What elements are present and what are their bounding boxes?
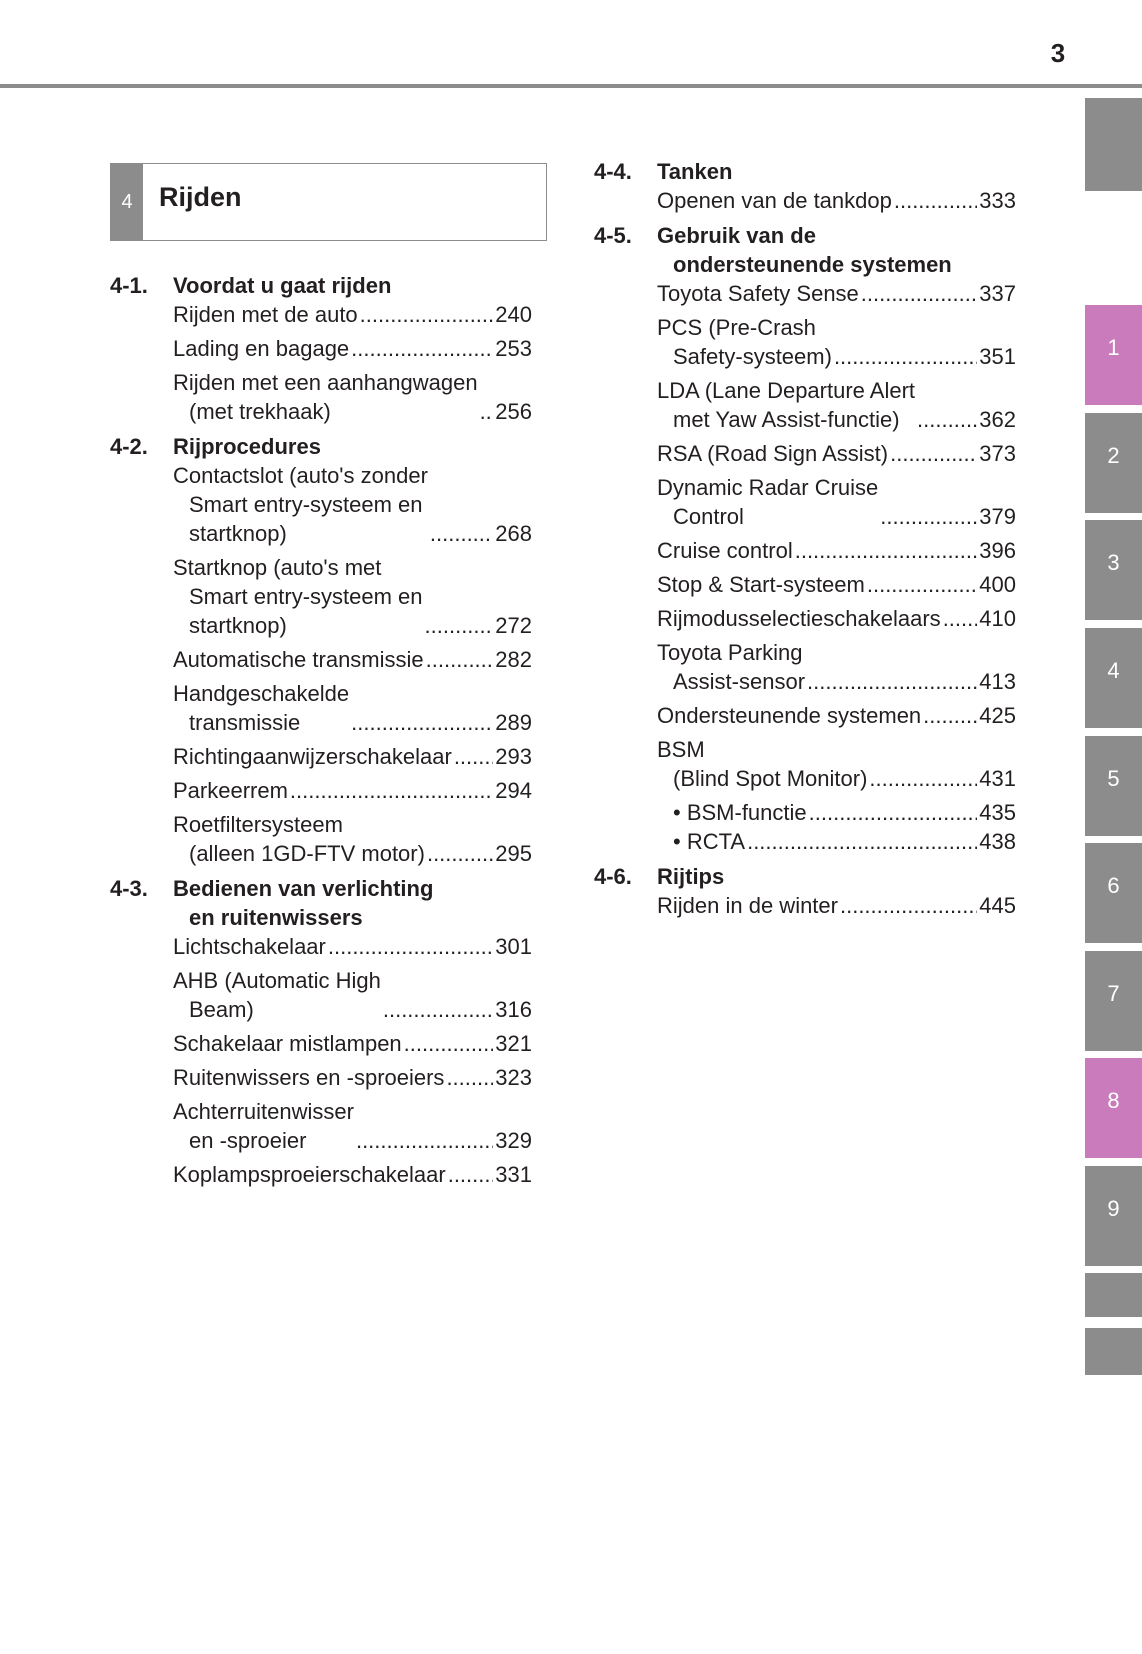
entry-title: AHB (Automatic High Beam) [173, 968, 381, 1022]
dot-leader [923, 701, 977, 730]
dot-leader [351, 334, 493, 363]
chapter-tab-9[interactable]: 9 [1085, 1166, 1142, 1266]
dot-leader [425, 611, 494, 640]
entry-title: Rijden met een aanhangwagen (met trekhaak) [173, 370, 478, 424]
toc-entry[interactable] [173, 1029, 532, 1058]
dot-leader [747, 827, 977, 856]
entry-page-number: 289 [495, 710, 532, 735]
entry-title: Handgeschakelde transmissie [173, 681, 350, 735]
entry-page-number: 333 [979, 188, 1016, 213]
section-title[interactable]: Voordat u gaat rijden [173, 273, 392, 298]
chapter-number: 4 [111, 164, 143, 240]
entry-page-number: 331 [495, 1162, 532, 1187]
dot-leader [795, 536, 978, 565]
entry-page-number: 301 [495, 934, 532, 959]
entry-page-number: 445 [979, 893, 1016, 918]
toc-entry[interactable] [173, 932, 532, 961]
section-number: 4-3. [110, 876, 148, 901]
entry-page-number: 351 [979, 344, 1016, 369]
dot-leader [809, 798, 978, 827]
toc-entry[interactable] [657, 313, 1016, 371]
entry-title: Parkeerrem [173, 778, 288, 803]
entry-page-number: 294 [495, 778, 532, 803]
toc-entry[interactable] [173, 645, 532, 674]
entry-title: LDA (Lane Departure Alert met Yaw Assist-functie) [657, 378, 916, 432]
dot-leader [917, 405, 977, 434]
dot-leader [430, 519, 493, 548]
toc-entry[interactable] [173, 966, 532, 1024]
dot-leader [356, 1126, 493, 1155]
dot-leader [351, 708, 493, 737]
entry-page-number: 396 [979, 538, 1016, 563]
toc-entry[interactable] [173, 776, 532, 805]
entry-page-number: 253 [495, 336, 532, 361]
entry-page-number: 268 [495, 521, 532, 546]
toc-entry[interactable] [657, 604, 1016, 633]
toc-column-left [110, 271, 532, 1195]
entry-page-number: 400 [979, 572, 1016, 597]
toc-entry[interactable] [657, 798, 1016, 827]
entry-title: Richtingaanwijzerschakelaar [173, 744, 452, 769]
entry-page-number: 362 [979, 407, 1016, 432]
page-number: 3 [1050, 38, 1066, 68]
entry-page-number: 329 [495, 1128, 532, 1153]
toc-entry[interactable] [173, 810, 532, 868]
chapter-tab-2[interactable]: 2 [1085, 413, 1142, 513]
entry-page-number: 337 [979, 281, 1016, 306]
entry-title: PCS (Pre-Crash Safety-systeem) [657, 315, 832, 369]
entry-page-number: 410 [979, 606, 1016, 631]
entry-page-number: 425 [979, 703, 1016, 728]
dot-leader [890, 439, 977, 468]
entry-page-number: 323 [495, 1065, 532, 1090]
dot-leader [480, 397, 494, 426]
entry-title: Toyota Parking Assist-sensor [657, 640, 806, 694]
toc-entry[interactable] [173, 553, 532, 640]
chapter-tab-1[interactable]: 1 [1085, 305, 1142, 405]
toc-entry[interactable] [173, 679, 532, 737]
dot-leader [861, 279, 977, 308]
entry-page-number: 413 [979, 669, 1016, 694]
entry-title: • BSM-functie [673, 800, 807, 825]
toc-entry[interactable] [657, 735, 1016, 793]
dot-leader [426, 645, 494, 674]
toc-section [594, 862, 1016, 920]
toc-entry[interactable] [173, 368, 532, 426]
entry-page-number: 373 [979, 441, 1016, 466]
toc-entry[interactable] [657, 376, 1016, 434]
toc-section [594, 157, 1016, 215]
entry-page-number: 321 [495, 1031, 532, 1056]
entry-page-number: 316 [495, 997, 532, 1022]
toc-entry[interactable] [657, 638, 1016, 696]
toc-entry[interactable] [657, 891, 1016, 920]
toc-entry[interactable] [173, 334, 532, 363]
entry-title: Rijden met de auto [173, 302, 358, 327]
dot-leader [834, 342, 977, 371]
dot-leader [943, 604, 978, 633]
toc-entry[interactable] [173, 300, 532, 329]
toc-entry[interactable] [173, 1097, 532, 1155]
entry-title: Koplampsproeierschakelaar [173, 1162, 446, 1187]
dot-leader [328, 932, 493, 961]
dot-leader [427, 839, 493, 868]
section-title[interactable]: Gebruik van de ondersteunende systemen [657, 223, 952, 277]
toc-section [110, 874, 532, 1189]
entry-page-number: 282 [495, 647, 532, 672]
entry-title: Toyota Safety Sense [657, 281, 859, 306]
section-number: 4-6. [594, 864, 632, 889]
toc-entry[interactable] [657, 279, 1016, 308]
chapter-tab-4[interactable]: 4 [1085, 628, 1142, 728]
chapter-tab-blank[interactable] [1085, 1273, 1142, 1317]
chapter-tab-blank[interactable] [1085, 98, 1142, 191]
toc-entry[interactable] [657, 473, 1016, 531]
dot-leader [840, 891, 977, 920]
toc-entry[interactable] [657, 701, 1016, 730]
section-title[interactable]: Rijtips [657, 864, 725, 889]
dot-leader [880, 502, 977, 531]
toc-entry[interactable] [657, 827, 1016, 856]
toc-entry[interactable] [657, 186, 1016, 215]
entry-title: Lichtschakelaar [173, 934, 326, 959]
toc-entry[interactable] [173, 1160, 532, 1189]
entry-title: Lading en bagage [173, 336, 350, 361]
dot-leader [383, 995, 493, 1024]
entry-title: Contactslot (auto's zonder Smart entry-systeem en startknop) [173, 463, 428, 546]
chapter-tab-8[interactable]: 8 [1085, 1058, 1142, 1158]
section-number: 4-2. [110, 434, 148, 459]
entry-title: • RCTA [673, 829, 746, 854]
entry-title: BSM (Blind Spot Monitor) [657, 737, 868, 791]
toc-entry[interactable] [657, 570, 1016, 599]
chapter-tab-6[interactable]: 6 [1085, 843, 1142, 943]
entry-title: Roetfiltersysteem (alleen 1GD-FTV motor) [173, 812, 425, 866]
chapter-tab-3[interactable]: 3 [1085, 520, 1142, 620]
section-number: 4-4. [594, 159, 632, 184]
dot-leader [869, 764, 977, 793]
dot-leader [360, 300, 494, 329]
toc-section [594, 221, 1016, 856]
toc-column-right [594, 157, 1016, 926]
entry-title: Openen van de tankdop [657, 188, 892, 213]
dot-leader [448, 1160, 494, 1189]
chapter-tab-blank[interactable] [1085, 1328, 1142, 1375]
toc-entry[interactable] [173, 461, 532, 548]
entry-page-number: 438 [979, 829, 1016, 854]
entry-title: Rijden in de winter [657, 893, 838, 918]
entry-page-number: 256 [495, 399, 532, 424]
entry-page-number: 435 [979, 800, 1016, 825]
entry-page-number: 295 [495, 841, 532, 866]
chapter-header [110, 163, 547, 241]
chapter-tab-5[interactable]: 5 [1085, 736, 1142, 836]
entry-page-number: 293 [495, 744, 532, 769]
entry-title: Achterruitenwisser en -sproeier [173, 1099, 354, 1153]
header-rule [0, 84, 1142, 88]
dot-leader [454, 742, 493, 771]
dot-leader [446, 1063, 493, 1092]
entry-title: Ondersteunende systemen [657, 703, 922, 728]
section-title[interactable]: Rijprocedures [173, 434, 321, 459]
dot-leader [894, 186, 977, 215]
entry-title: Ruitenwissers en -sproeiers [173, 1065, 445, 1090]
chapter-title: Rijden [159, 182, 242, 212]
entry-title: Dynamic Radar Cruise Control [657, 475, 879, 529]
entry-page-number: 272 [495, 613, 532, 638]
entry-title: Cruise control [657, 538, 793, 563]
toc-entry[interactable] [657, 536, 1016, 565]
entry-title: Stop & Start-systeem [657, 572, 865, 597]
entry-page-number: 431 [979, 766, 1016, 791]
entry-title: Automatische transmissie [173, 647, 424, 672]
section-title[interactable]: Tanken [657, 159, 733, 184]
section-title[interactable]: Bedienen van verlichting en ruitenwissers [173, 876, 434, 930]
entry-title: RSA (Road Sign Assist) [657, 441, 889, 466]
chapter-tabs [1085, 0, 1142, 1654]
toc-section [110, 271, 532, 426]
toc-entry[interactable] [657, 439, 1016, 468]
entry-title: Schakelaar mistlampen [173, 1031, 402, 1056]
toc-entry[interactable] [173, 1063, 532, 1092]
chapter-tab-7[interactable]: 7 [1085, 951, 1142, 1051]
entry-page-number: 240 [495, 302, 532, 327]
dot-leader [807, 667, 977, 696]
entry-title: Startknop (auto's met Smart entry-systeem en startknop) [173, 555, 423, 638]
entry-page-number: 379 [979, 504, 1016, 529]
entry-title: Rijmodusselectieschakelaars [657, 606, 941, 631]
section-number: 4-1. [110, 273, 148, 298]
dot-leader [290, 776, 493, 805]
toc-entry[interactable] [173, 742, 532, 771]
section-number: 4-5. [594, 223, 632, 248]
toc-section [110, 432, 532, 868]
dot-leader [404, 1029, 494, 1058]
dot-leader [867, 570, 977, 599]
